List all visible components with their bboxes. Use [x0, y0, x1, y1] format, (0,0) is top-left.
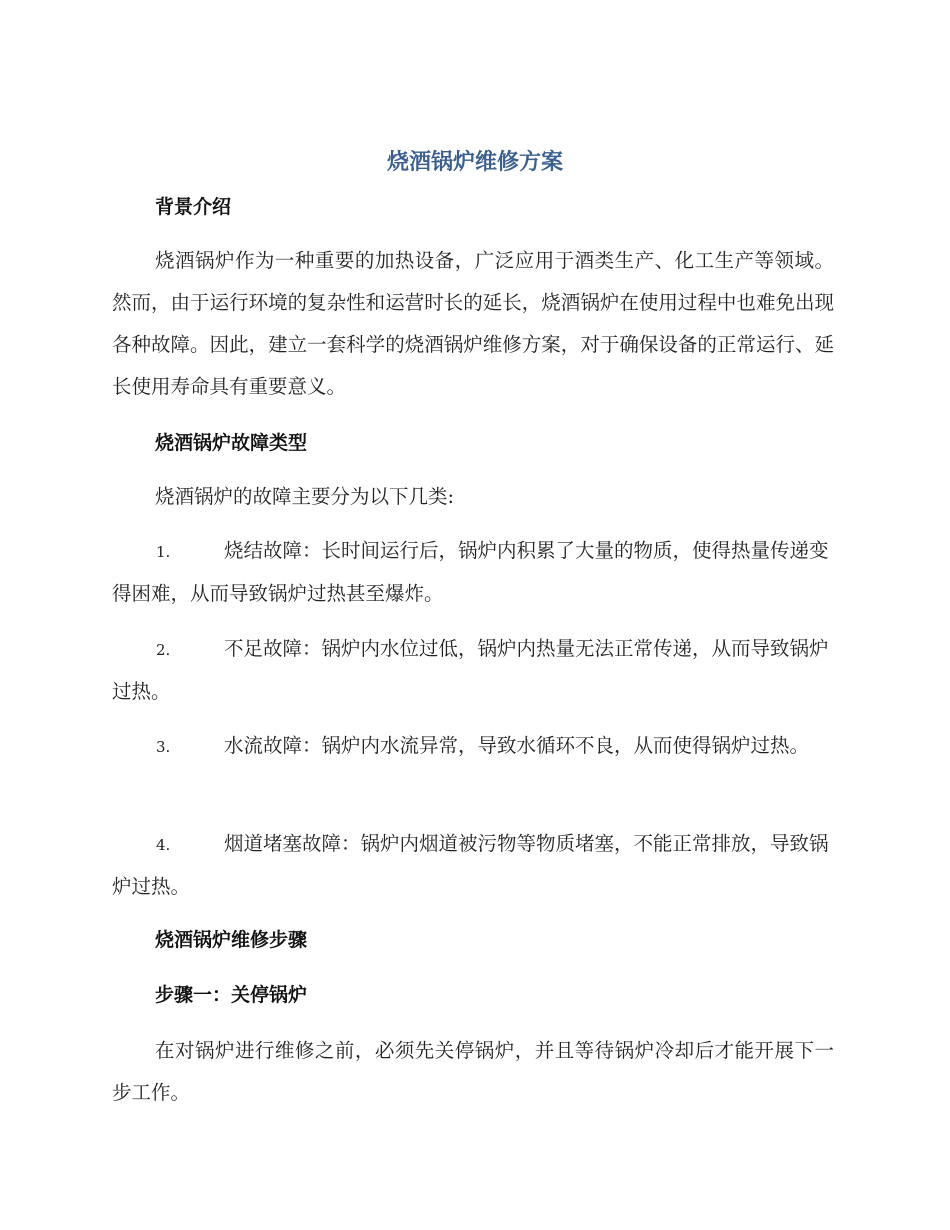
document-title: 烧酒锅炉维修方案 [386, 150, 563, 175]
list-number: 1. [156, 543, 171, 561]
step1-heading: 步骤一：关停锅炉 [155, 984, 308, 1006]
background-paragraph: 烧酒锅炉作为一种重要的加热设备，广泛应用于酒类生产、化工生产等领域。然而，由于运行环境的复杂性和运营时长的延长，烧酒锅炉在使用过程中也难免出现各种故障。因此，建立一套科学的烧酒锅炉维修方案，对于确保设备的正常运行、延长使用寿命具有重要意义。 [112, 249, 834, 398]
section-heading-repair-steps: 烧酒锅炉维修步骤 [155, 929, 308, 951]
fault-list-item [112, 823, 834, 908]
list-number: 2. [156, 641, 171, 659]
section-heading-fault-types: 烧酒锅炉故障类型 [155, 432, 308, 454]
list-item-text: 不足故障：锅炉内水位过低，锅炉内热量无法正常传递，从而导致锅炉过热。 [112, 637, 829, 703]
list-number: 3. [156, 738, 171, 756]
list-item-text: 烟道堵塞故障：锅炉内烟道被污物等物质堵塞，不能正常排放，导致锅炉过热。 [112, 832, 829, 898]
section-heading-background: 背景介绍 [155, 196, 232, 218]
list-item-text: 烧结故障：长时间运行后，锅炉内积累了大量的物质，使得热量传递变得困难，从而导致锅炉过热甚至爆炸。 [112, 539, 829, 605]
list-item-text: 水流故障：锅炉内水流异常，导致水循环不良，从而使得锅炉过热。 [224, 734, 810, 757]
fault-list-item [112, 628, 834, 713]
list-number: 4. [156, 836, 171, 854]
fault-types-intro: 烧酒锅炉的故障主要分为以下几类: [155, 485, 455, 508]
step1-paragraph: 在对锅炉进行维修之前，必须先关停锅炉，并且等待锅炉冷却后才能开展下一步工作。 [112, 1039, 834, 1104]
fault-list-item [112, 530, 834, 615]
fault-list-item [112, 725, 834, 768]
